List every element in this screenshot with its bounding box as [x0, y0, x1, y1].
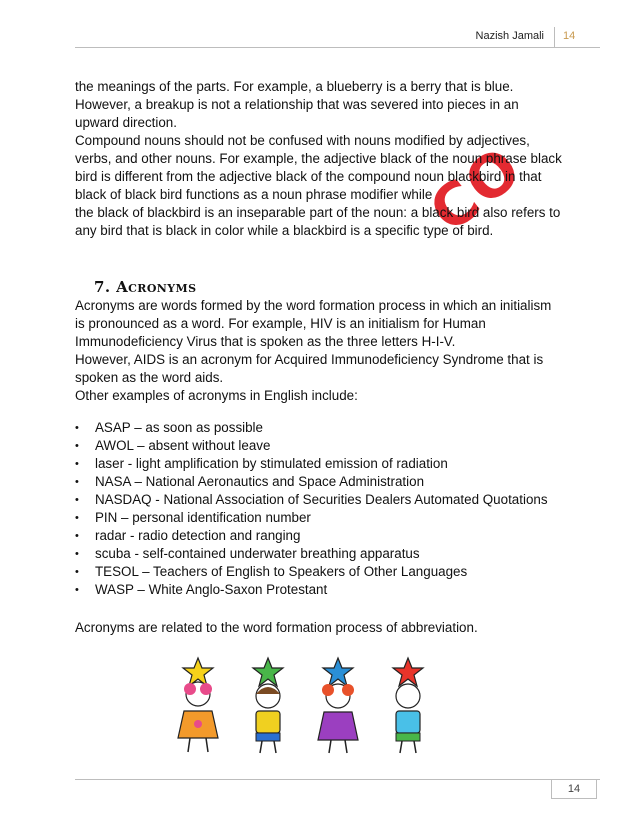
- list-item: • NASA – National Aeronautics and Space Administration: [75, 473, 567, 491]
- kid-figure-2: [253, 658, 283, 753]
- list-item: • scuba - self-contained underwater breathing apparatus: [75, 545, 567, 563]
- text-line: Acronyms are words formed by the word formation process in which an initialism: [75, 298, 552, 313]
- star-icon: [323, 658, 353, 686]
- kid-figure-4: [393, 658, 423, 753]
- star-icon: [253, 658, 283, 686]
- closing-sentence: Acronyms are related to the word formation process of abbreviation.: [75, 620, 478, 635]
- text-line: is pronounced as a word. For example, HIV is an initialism for Human: [75, 316, 486, 331]
- kid-figure-1: [178, 658, 218, 752]
- page-body: [75, 78, 567, 637]
- list-item: • ASAP – as soon as possible: [75, 419, 567, 437]
- section-intro: [75, 297, 567, 405]
- text-line: Other examples of acronyms in English include:: [75, 388, 358, 403]
- acronym-list: [75, 419, 567, 599]
- top-paragraphs: [75, 78, 567, 240]
- footer-divider: [75, 779, 600, 780]
- text-line: upward direction.: [75, 115, 177, 130]
- text-line: verbs, and other nouns. For example, the adjective black of the noun phrase black: [75, 151, 562, 166]
- watermark: CO: [417, 132, 535, 246]
- list-item: • radar - radio detection and ranging: [75, 527, 567, 545]
- header-author: Nazish Jamali: [475, 30, 544, 42]
- text-line: the black of blackbird is an inseparable part of the noun: a black bird also refers to: [75, 205, 561, 220]
- text-line: spoken as the word aids.: [75, 370, 224, 385]
- section-heading: 7. Acronyms: [94, 278, 197, 296]
- text-line: the meanings of the parts. For example, a blueberry is a berry that is blue.: [75, 79, 514, 94]
- text-line: Compound nouns should not be confused with nouns modified by adjectives,: [75, 133, 530, 148]
- list-item: • laser - light amplification by stimulated emission of radiation: [75, 455, 567, 473]
- list-item: • PIN – personal identification number: [75, 509, 567, 527]
- text-line: bird is different from the adjective black of the compound noun blackbird in that: [75, 169, 542, 184]
- list-item: • AWOL – absent without leave: [75, 437, 567, 455]
- list-item: • TESOL – Teachers of English to Speakers of Other Languages: [75, 563, 567, 581]
- star-icon: [393, 658, 423, 686]
- list-item: • NASDAQ - National Association of Securities Dealers Automated Quotations: [75, 491, 567, 509]
- header-page-number: 14: [554, 27, 600, 47]
- kid-figure-3: [318, 658, 358, 753]
- kids-illustration: [176, 656, 446, 756]
- text-line: However, AIDS is an acronym for Acquired Immunodeficiency Syndrome that is: [75, 352, 544, 367]
- text-line: However, a breakup is not a relationship that was severed into pieces in an: [75, 97, 519, 112]
- text-line: any bird that is black in color while a blackbird is a specific type of bird.: [75, 223, 494, 238]
- text-line: Immunodeficiency Virus that is spoken as the three letters H-I-V.: [75, 334, 456, 349]
- list-item: • WASP – White Anglo-Saxon Protestant: [75, 581, 567, 599]
- page-header: [476, 27, 600, 47]
- header-divider: [75, 47, 600, 48]
- text-line: black of black bird functions as a noun phrase modifier while: [75, 187, 433, 202]
- footer-page-number: 14: [551, 779, 597, 799]
